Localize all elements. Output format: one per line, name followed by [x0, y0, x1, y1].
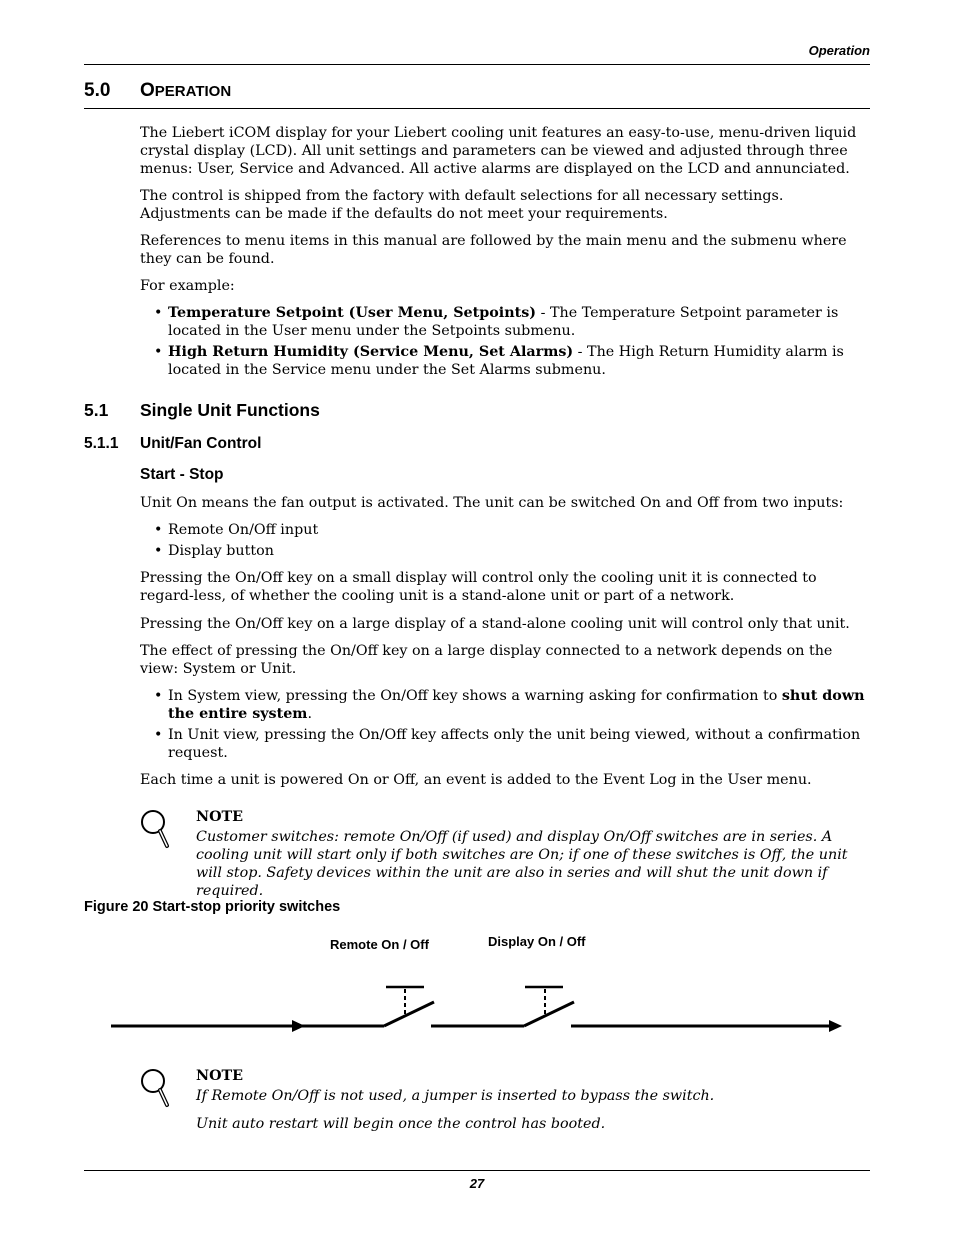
chapter-heading [84, 80, 231, 102]
start-stop-paragraph-3: Pressing the On/Off key on a large display of a stand-alone cooling unit will control only that unit. [140, 616, 850, 632]
remote-switch-blade [384, 1002, 434, 1026]
figure-caption: Figure 20 Start-stop priority switches [84, 899, 341, 915]
magnifier-icon [139, 808, 173, 857]
start-stop-heading: Start - Stop [140, 466, 224, 483]
chapter-number: 5.0 [84, 80, 111, 101]
footer-rule [84, 1170, 870, 1171]
start-stop-paragraph-4: The effect of pressing the On/Off key on a large display connected to a network depends on the view: System or Unit. [140, 643, 833, 677]
example-description: - The High Return Humidity alarm is located in the Service menu under the Set Alarms submenu. [168, 344, 844, 378]
start-stop-paragraph-5: Each time a unit is powered On or Off, an event is added to the Event Log in the User menu. [140, 772, 812, 788]
remote-switch-label: Remote On / Off [330, 937, 429, 952]
start-stop-paragraph-2: Pressing the On/Off key on a small display will control only the cooling unit it is connected to regard-less, of whether the cooling unit is a stand-alone unit or part of a network. [140, 570, 817, 604]
start-stop-paragraph-1: Unit On means the fan output is activated. The unit can be switched On and Off from two inputs: [140, 495, 844, 511]
intro-paragraph-1: The Liebert iCOM display for your Liebert cooling unit features an easy-to-use, menu-driven liquid crystal display (LCD). All unit settings and parameters can be viewed and adjusted through three menus: User, Service and Advanced. All active alarms are displayed on the LCD and annunciated. [140, 125, 857, 177]
note-title: NOTE [196, 1068, 244, 1084]
header-rule [84, 64, 870, 65]
chapter-title-initial: O [140, 80, 155, 101]
subsection-title: Unit/Fan Control [140, 435, 262, 452]
example-term: Temperature Setpoint (User Menu, Setpoints) [168, 305, 537, 321]
intro-paragraph-3: References to menu items in this manual are followed by the main menu and the submenu where they can be found. [140, 233, 847, 267]
page-number: 27 [469, 1176, 485, 1191]
chapter-title-rest: PERATION [154, 83, 232, 100]
example-term: High Return Humidity (Service Menu, Set Alarms) [168, 344, 574, 360]
intro-paragraph-4: For example: [140, 278, 235, 294]
display-switch-label: Display On / Off [488, 934, 586, 949]
magnifier-icon [139, 1067, 173, 1116]
section-title: Single Unit Functions [140, 400, 320, 420]
arrow-head [829, 1020, 842, 1032]
intro-paragraph-2: The control is shipped from the factory with default selections for all necessary settings. Adjustments can be made if the defaults do not meet your requirements. [140, 188, 784, 222]
example-description: - The Temperature Setpoint parameter is located in the User menu under the Setpoints submenu. [168, 305, 839, 339]
running-header: Operation [808, 43, 870, 58]
note-text: Customer switches: remote On/Off (if used) and display On/Off switches are in series. A cooling unit will start only if both switches are On; if one of these switches is Off, the unit will stop. Safety devices within the unit are also in series and will shut the unit down if required. [196, 829, 848, 899]
subsection-number: 5.1.1 [84, 435, 119, 452]
emphasis-text: shut down the entire system [168, 688, 865, 722]
section-number: 5.1 [84, 400, 109, 420]
subsection-heading [84, 435, 261, 453]
switch-diagram [0, 975, 954, 1045]
note-text: Unit auto restart will begin once the control has booted. [196, 1116, 606, 1132]
note-title: NOTE [196, 809, 244, 825]
chapter-rule [84, 108, 870, 109]
section-heading [84, 400, 320, 421]
display-switch-blade [524, 1002, 574, 1026]
note-text: If Remote On/Off is not used, a jumper is inserted to bypass the switch. [196, 1088, 715, 1104]
